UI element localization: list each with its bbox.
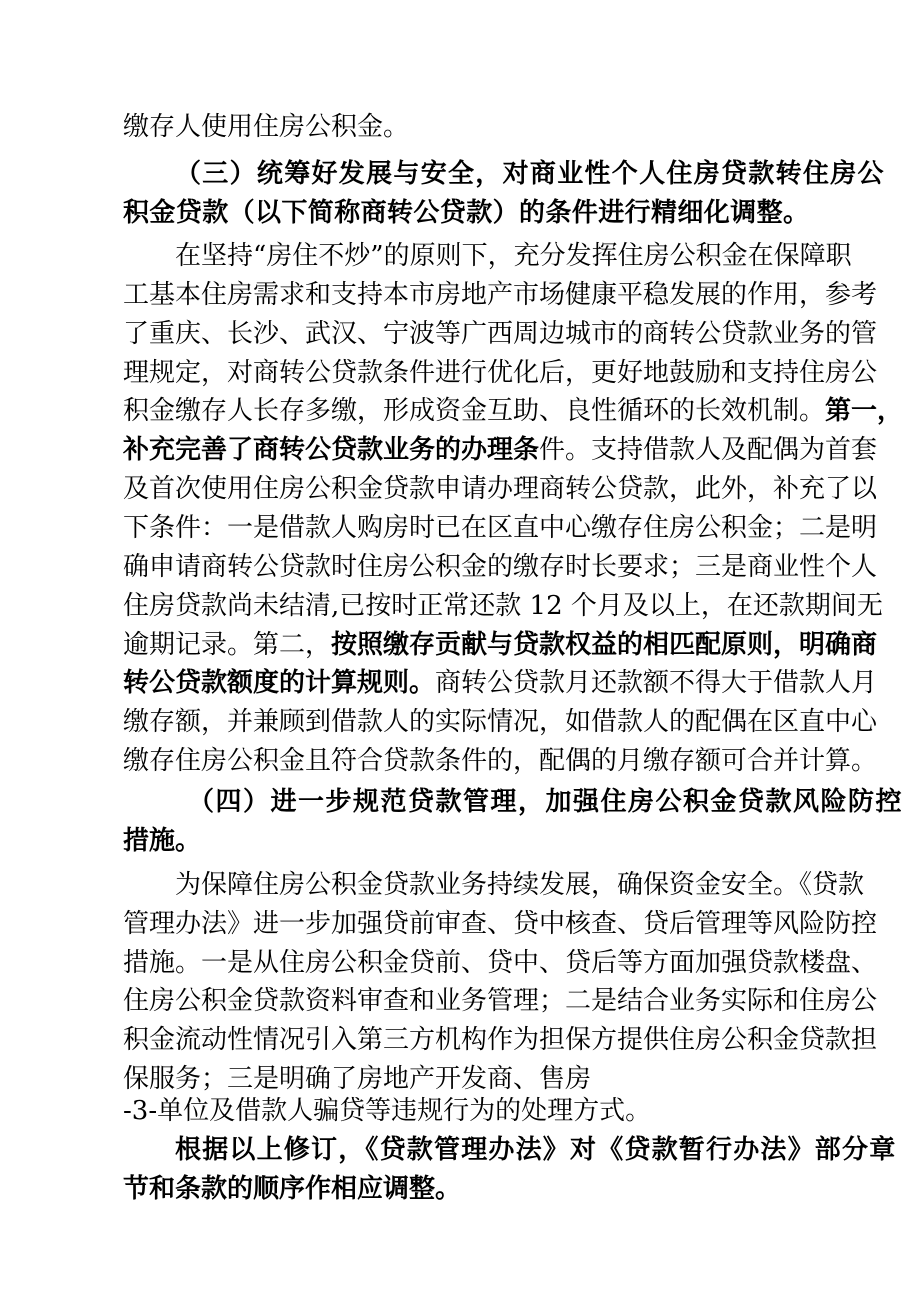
section-heading-4-cont: 措施。: [123, 826, 202, 856]
paragraph-line: [123, 670, 877, 696]
paragraph-line: [123, 437, 877, 463]
paragraph-line: 理规定，对商转公贷款条件进行优化后，更好地鼓励和支持住房公: [123, 358, 878, 388]
text-run: 商转公贷款月还款额不得大于借款人月: [435, 668, 878, 698]
paragraph-line: 管理办法》进一步加强贷前审查、贷中核查、贷后管理等风险防控: [123, 909, 878, 939]
text-run: 件。支持借款人及配偶为首套: [539, 435, 878, 465]
paragraph-line: 在坚持“房住不炒”的原则下，充分发挥住房公积金在保障职: [175, 241, 852, 271]
text-run: 单位及借款人骗贷等违规行为的处理方式。: [157, 1096, 652, 1126]
paragraph-line: 保服务；三是明确了房地产开发商、售房: [123, 1064, 592, 1094]
paragraph-line: 积金流动性情况引入第三方机构作为担保方提供住房公积金贷款担: [123, 1025, 878, 1055]
text-line: 缴存人使用住房公积金。: [123, 112, 410, 142]
paragraph-line: 为保障住房公积金贷款业务持续发展，确保资金安全。《贷款: [175, 870, 865, 900]
bold-run: 第一，: [825, 396, 904, 426]
text-run: 积金缴存人长存多缴，形成资金互助、良性循环的长效机制。: [123, 396, 826, 426]
section-heading-4: （四）进一步规范贷款管理，加强住房公积金贷款风险防控: [188, 787, 904, 817]
bold-run: 转公贷款额度的计算规则。: [123, 668, 436, 698]
bold-run: 按照缴存贡献与贷款权益的相匹配原则，明确商: [331, 630, 878, 660]
summary-line: 根据以上修订，《贷款管理办法》对《贷款暂行办法》部分章: [175, 1135, 897, 1165]
paragraph-line: [123, 632, 877, 658]
paragraph-line: [123, 398, 903, 424]
page-number: -3-: [123, 1096, 158, 1126]
paragraph-line: 及首次使用住房公积金贷款申请办理商转公贷款，此外，补充了以: [123, 474, 878, 504]
bold-run: 补充完善了商转公贷款业务的办理条: [123, 435, 540, 465]
section-heading-3-cont: 积金贷款（以下简称商转公贷款）的条件进行精细化调整。: [123, 198, 810, 228]
summary-line-cont: 节和条款的顺序作相应调整。: [123, 1174, 462, 1204]
paragraph-line: 住房贷款尚未结清,已按时正常还款 12 个月及以上，在还款期间无: [123, 591, 883, 621]
paragraph-line: 缴存住房公积金且符合贷款条件的，配偶的月缴存额可合并计算。: [123, 746, 878, 776]
section-heading-3: （三）统筹好发展与安全，对商业性个人住房贷款转住房公: [175, 159, 885, 189]
paragraph-line: 措施。一是从住房公积金贷前、贷中、贷后等方面加强贷款楼盘、: [123, 948, 878, 978]
paragraph-line: 缴存额，并兼顾到借款人的实际情况，如借款人的配偶在区直中心: [123, 707, 878, 737]
paragraph-line: 确申请商转公贷款时住房公积金的缴存时长要求；三是商业性个人: [123, 552, 878, 582]
paragraph-line: 下条件：一是借款人购房时已在区直中心缴存住房公积金；二是明: [123, 513, 878, 543]
paragraph-line: [123, 1098, 651, 1124]
paragraph-line: 工基本住房需求和支持本市房地产市场健康平稳发展的作用，参考: [123, 280, 878, 310]
paragraph-line: 了重庆、长沙、武汉、宁波等广西周边城市的商转公贷款业务的管: [123, 319, 878, 349]
text-run: 逾期记录。第二，: [123, 630, 332, 660]
paragraph-line: 住房公积金贷款资料审查和业务管理；二是结合业务实际和住房公: [123, 986, 878, 1016]
